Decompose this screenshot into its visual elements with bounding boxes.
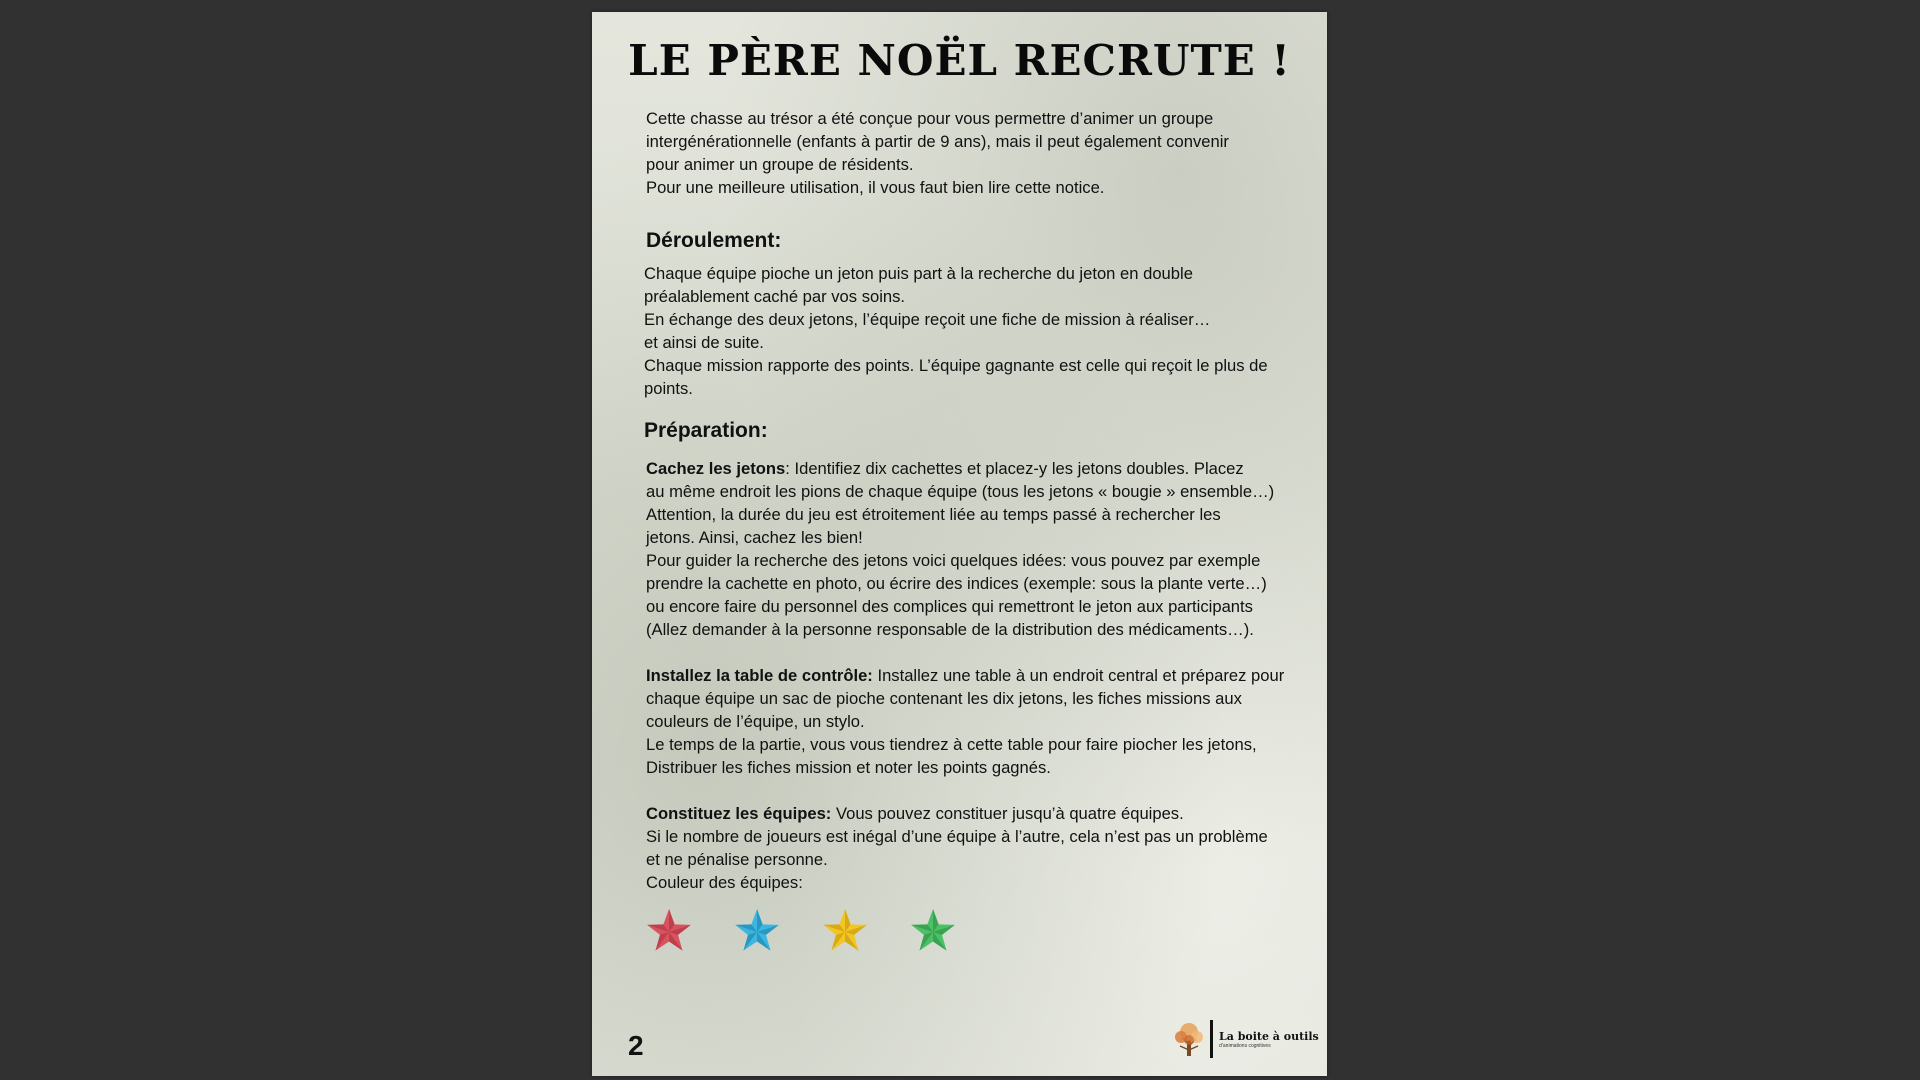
text-line [646, 664, 1284, 687]
constituez-label: Constituez les équipes: [646, 804, 832, 823]
text-line: et ne pénalise personne. [646, 850, 828, 869]
text-line: ou encore faire du personnel des complices qui remettront le jeton aux participants [646, 597, 1253, 616]
installez-paragraph [646, 664, 1284, 779]
text-line: Le temps de la partie, vous vous tiendrez à cette table pour faire piocher les jetons, [646, 735, 1257, 754]
cachez-paragraph [646, 457, 1274, 641]
text-line: Couleur des équipes: [646, 873, 803, 892]
text-line: Si le nombre de joueurs est inégal d’une équipe à l’autre, cela n’est pas un problème [646, 827, 1268, 846]
text-line: Pour guider la recherche des jetons voici quelques idées: vous pouvez par exemple [646, 551, 1261, 570]
text-line: et ainsi de suite. [644, 333, 764, 352]
blue-star-icon [732, 906, 782, 956]
text-line: jetons. Ainsi, cachez les bien! [646, 528, 863, 547]
text-line: Chaque équipe pioche un jeton puis part à la recherche du jeton en double [644, 264, 1193, 283]
page-number: 2 [628, 1030, 644, 1061]
logo-subtitle: d’animations cognitives [1219, 1042, 1271, 1049]
cachez-label: Cachez les jetons [646, 459, 786, 478]
preparation-heading: Préparation: [644, 419, 768, 442]
text-line: Distribuer les fiches mission et noter les points gagnés. [646, 758, 1051, 777]
logo-title: La boite à outils [1219, 1029, 1319, 1043]
text-line: prendre la cachette en photo, ou écrire des indices (exemple: sous la plante verte…) [646, 574, 1267, 593]
deroulement-heading: Déroulement: [646, 229, 782, 252]
text-line: Attention, la durée du jeu est étroitement liée au temps passé à rechercher les [646, 505, 1221, 524]
text-line: Chaque mission rapporte des points. L’équipe gagnante est celle qui reçoit le plus de [644, 356, 1268, 375]
text-line: préalablement caché par vos soins. [644, 287, 906, 306]
text-line: au même endroit les pions de chaque équipe (tous les jetons « bougie » ensemble…) [646, 482, 1275, 501]
installez-label: Installez la table de contrôle: [646, 666, 873, 685]
text-line [646, 457, 1274, 480]
text-line: En échange des deux jetons, l’équipe reçoit une fiche de mission à réaliser… [644, 310, 1211, 329]
tree-icon [1172, 1020, 1206, 1058]
constituez-text: Vous pouvez constituer jusqu’à quatre équipes. [831, 804, 1184, 823]
red-star-icon [644, 906, 694, 956]
text-line: Cette chasse au trésor a été conçue pour vous permettre d’animer un groupe [646, 109, 1214, 128]
text-line: (Allez demander à la personne responsable de la distribution des médicaments…). [646, 620, 1254, 639]
installez-text: Installez une table à un endroit central et préparez pour [872, 666, 1285, 685]
constituez-paragraph [646, 802, 1268, 894]
yellow-star-icon [820, 906, 870, 956]
green-star-icon [908, 906, 958, 956]
text-line: couleurs de l’équipe, un stylo. [646, 712, 865, 731]
logo-divider [1210, 1020, 1213, 1058]
logo [1172, 1020, 1319, 1058]
intro-paragraph [646, 107, 1229, 199]
team-colors [644, 906, 958, 956]
text-line: Pour une meilleure utilisation, il vous faut bien lire cette notice. [646, 178, 1105, 197]
text-line: intergénérationnelle (enfants à partir de 9 ans), mais il peut également convenir [646, 132, 1229, 151]
logo-text [1219, 1030, 1319, 1049]
cachez-text: : Identifiez dix cachettes et placez-y les jetons doubles. Placez [785, 459, 1244, 478]
page-title: LE PÈRE NOËL RECRUTE ! [628, 36, 1291, 85]
text-line: pour animer un groupe de résidents. [646, 155, 914, 174]
document-page [592, 12, 1327, 1076]
text-line: points. [644, 379, 693, 398]
text-line [646, 802, 1268, 825]
text-line: chaque équipe un sac de pioche contenant les dix jetons, les fiches missions aux [646, 689, 1242, 708]
deroulement-paragraph [644, 262, 1268, 400]
